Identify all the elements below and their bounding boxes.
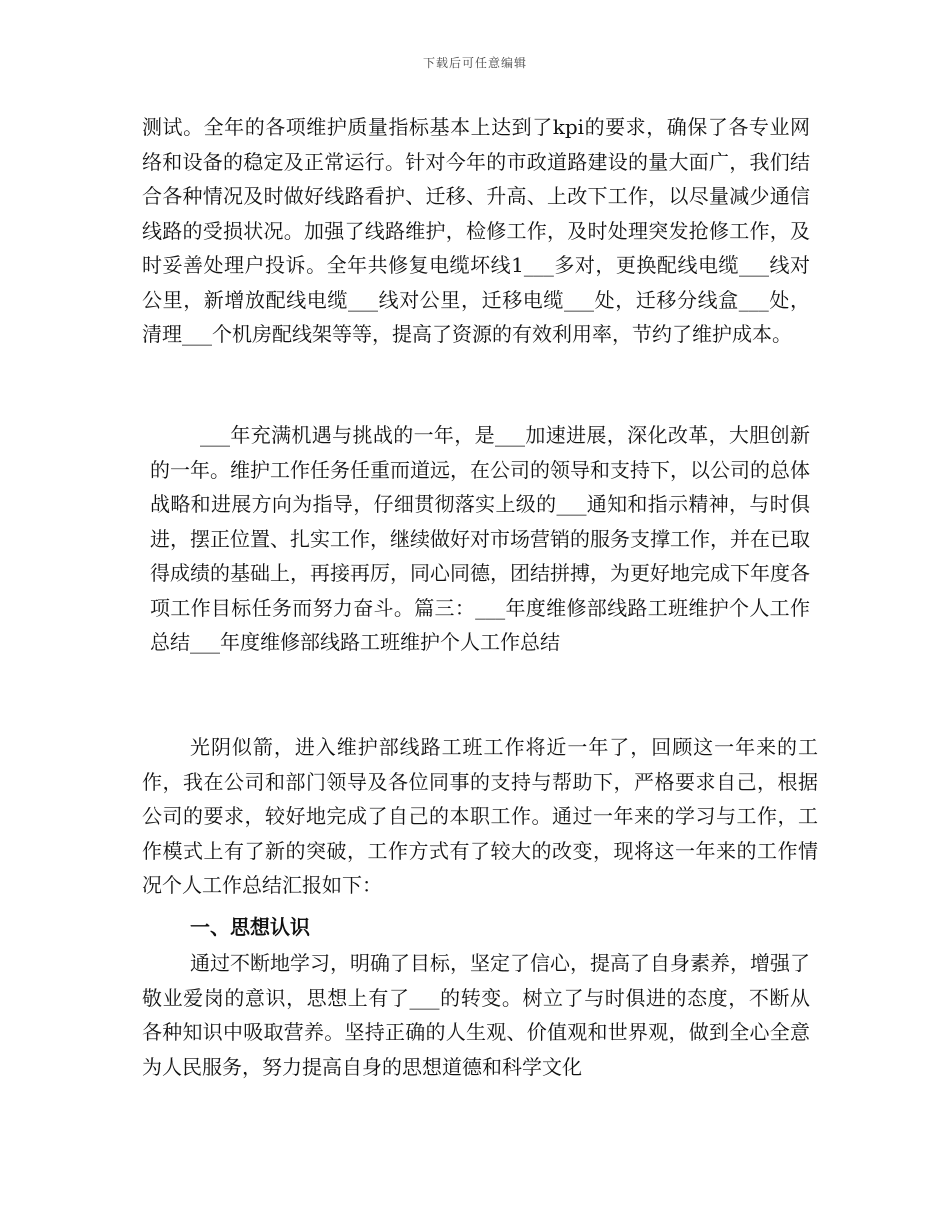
paragraph-year-outlook: ___年充满机遇与挑战的一年，是___加速进展，深化改革，大胆创新的一年。维护工作任务任重而道远，在公司的领导和支持下，以公司的总体战略和进展方向为指导，仔细贯彻落实上级的___通知和指示精神，与时俱进，摆正位置、扎实工作，继续做好对市场营销的服务支撑工作，并在已取得成绩的基础上，再接再厉，同心同德，团结拼搏，为更好地完成下年度各项工作目标任务而努力奋斗。篇三：___年度维修部线路工班维护个人工作总结___年度维修部线路工班维护个人工作总结 xyxy=(150,423,810,654)
paragraph-thought-content: 通过不断地学习，明确了目标，坚定了信心，提高了自身素养，增强了敬业爱岗的意识，思想上有了___的转变。树立了与时俱进的态度，不断从各种知识中吸取营养。坚持正确的人生观、价值观和世界观，做到全心全意为人民服务，努力提高自身的思想道德和科学文化 xyxy=(142,951,810,1079)
section-heading-thought: 一、思想认识 xyxy=(190,915,310,939)
page-header: 下载后可任意编辑 xyxy=(422,56,527,70)
paragraph-introduction: 光阴似箭，进入维护部线路工班工作将近一年了，回顾这一年来的工作，我在公司和部门领导及各位同事的支持与帮助下，严格要求自己，根据公司的要求，较好地完成了自己的本职工作。通过一年来的学习与工作，工作模式上有了新的突破，工作方式有了较大的改变，现将这一年来的工作情况个人工作总结汇报如下： xyxy=(142,735,818,897)
paragraph-maintenance-summary: 测试。全年的各项维护质量指标基本上达到了kpi的要求，确保了各专业网络和设备的稳定及正常运行。针对今年的市政道路建设的量大面广，我们结合各种情况及时做好线路看护、迁移、升高、上改下工作，以尽量减少通信线路的受损状况。加强了线路维护，检修工作，及时处理突发抢修工作，及时妥善处理户投诉。全年共修复电缆坏线1___多对，更换配线电缆___线对公里，新增放配线电缆___线对公里，迁移电缆___处，迁移分线盒___处，清理___个机房配线架等等，提高了资源的有效利用率，节约了维护成本。 xyxy=(142,115,810,346)
